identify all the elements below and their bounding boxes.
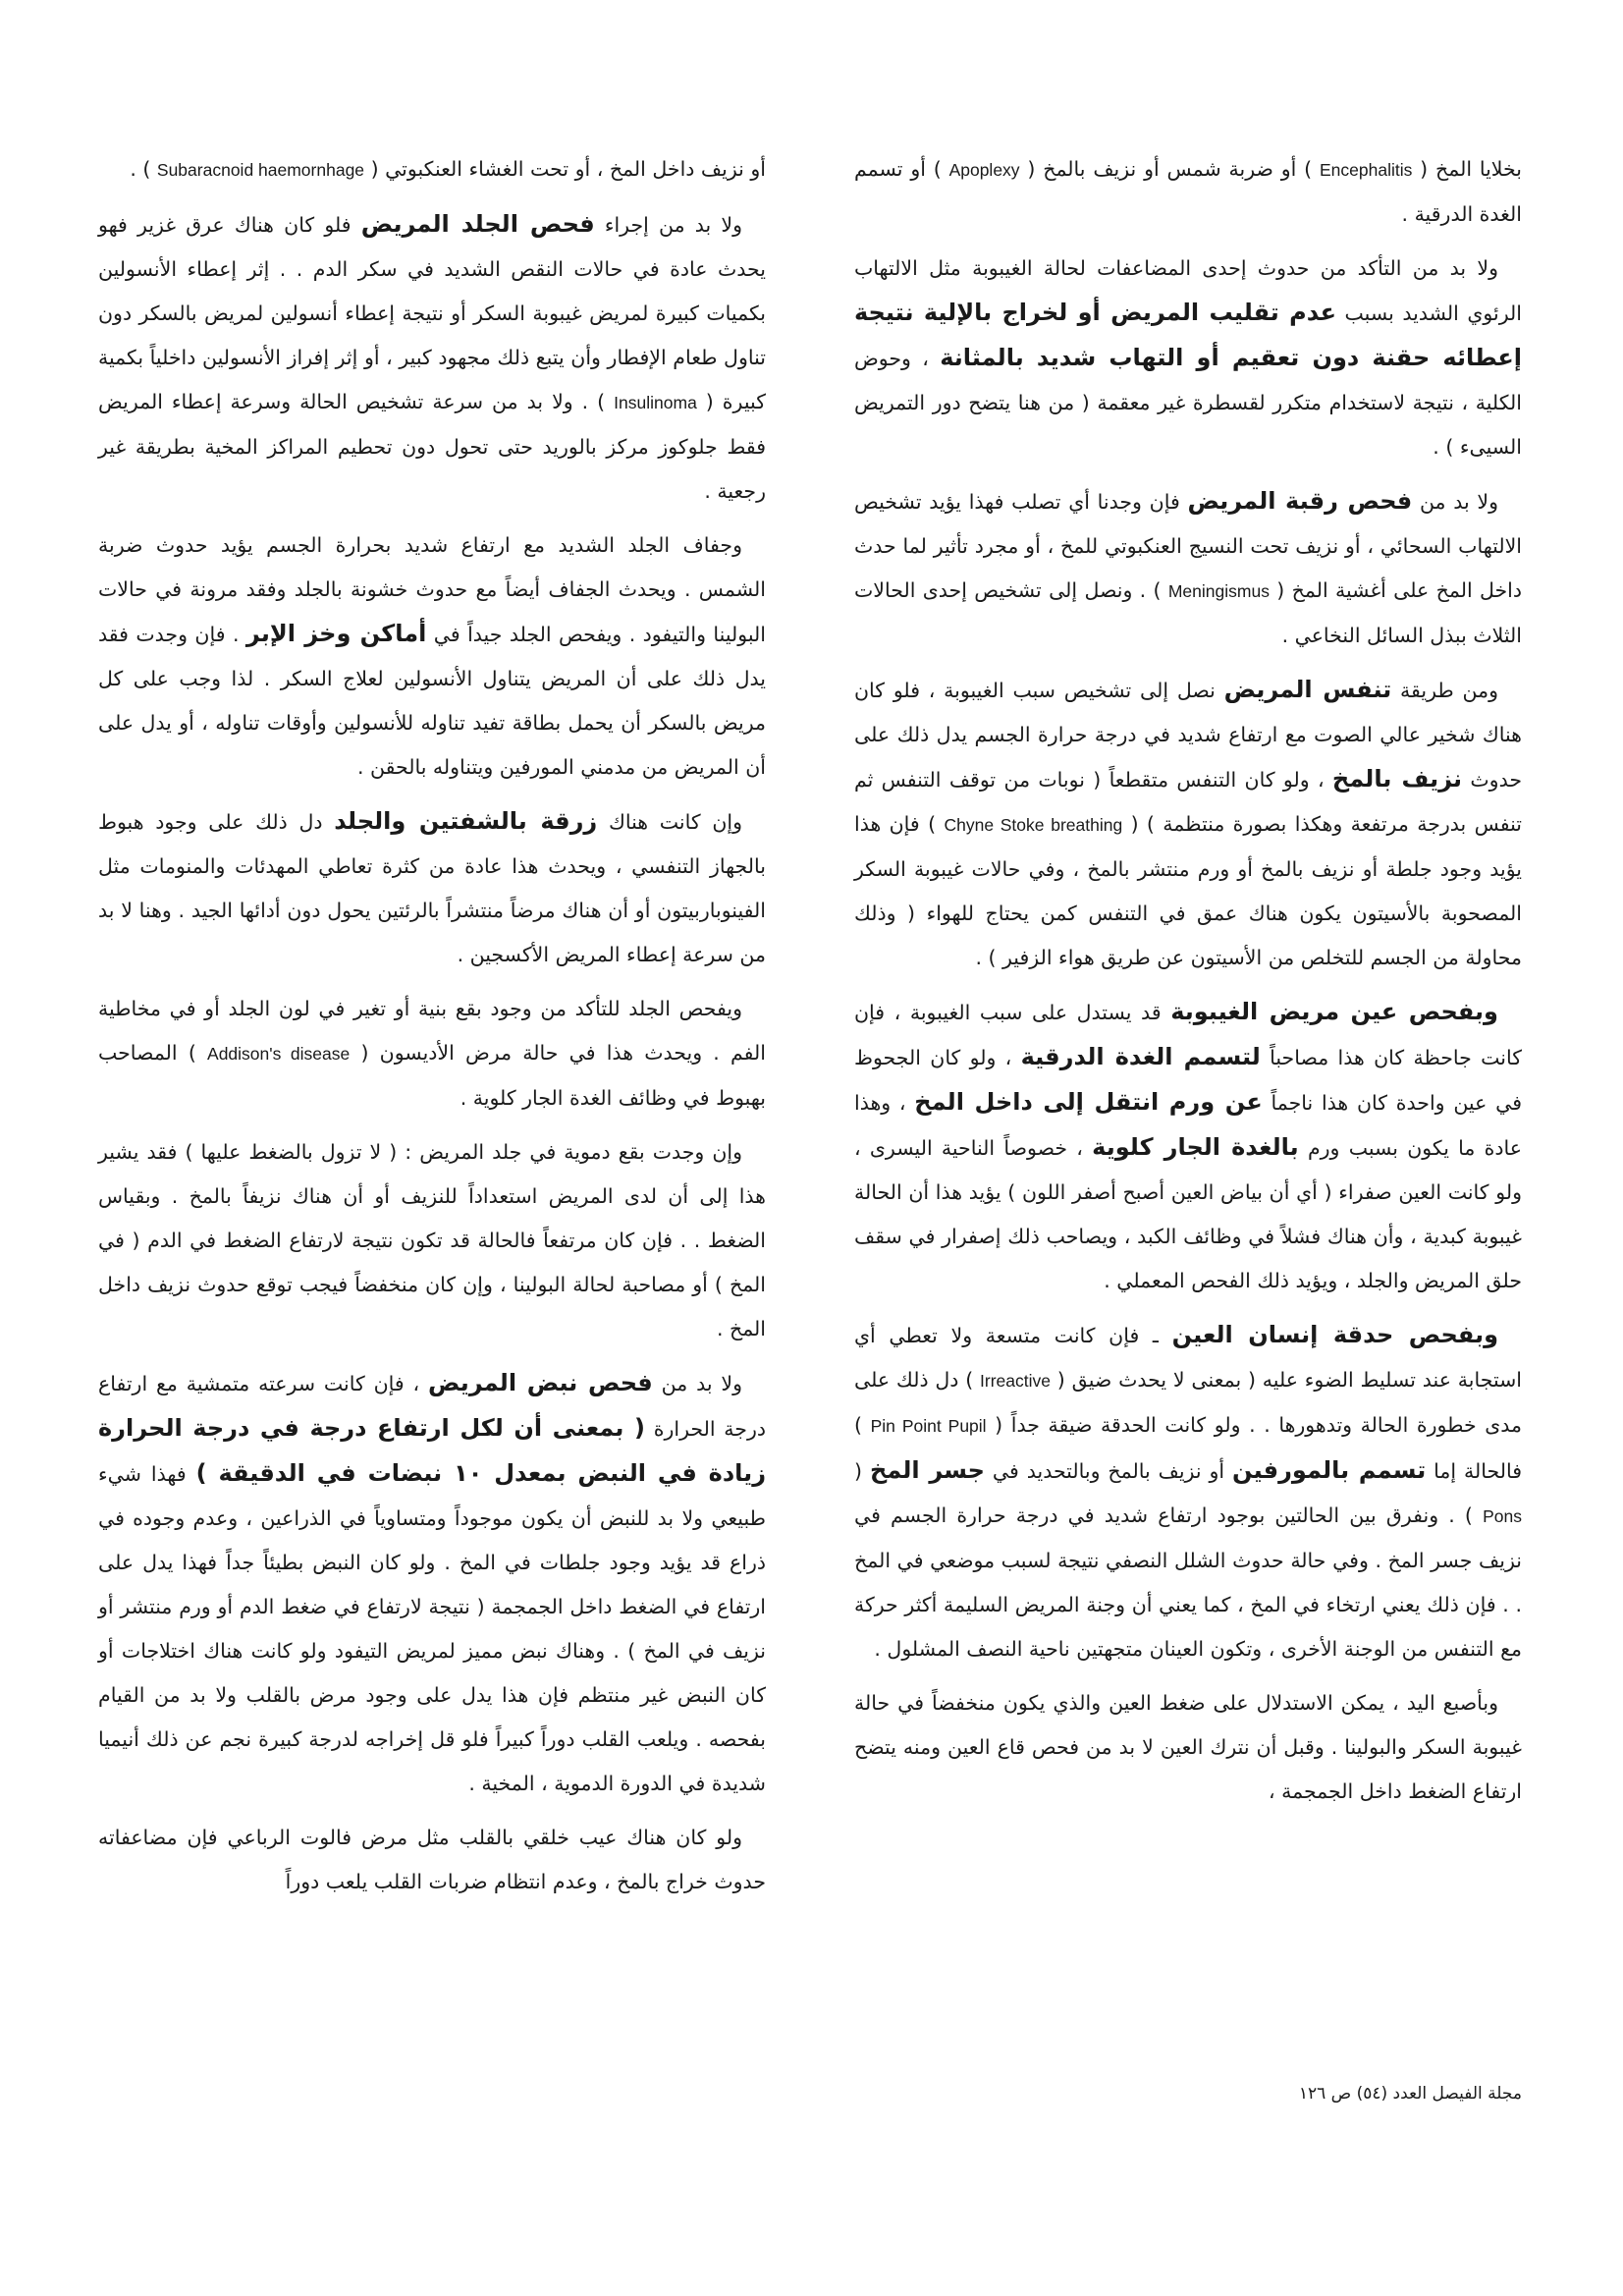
paragraph-r4: [854, 668, 1522, 980]
bold-phrase: بالغدة الجار كلوية: [1092, 1133, 1299, 1161]
text-run: ، وهذا عادة ما يكون بسبب ورم: [854, 1091, 1522, 1160]
bold-phrase: تسمم بالمورفين: [1232, 1456, 1427, 1484]
paragraph-l4: [98, 799, 766, 977]
text-run: ويفحص الجلد للتأكد من وجود بقع بنية أو تغير في لون الجلد أو في مخاطية الفم . ويحدث هذا في حالة مرض الأديسون (: [98, 997, 766, 1065]
left-column: [98, 147, 766, 1914]
paragraph-r5: [854, 990, 1522, 1303]
text-run: ، خصوصاً الناحية اليسرى ، ولو كانت العين صفراء ( أي أن بياض العين أصبح أصفر اللون ) يؤيد هذا أن الحالة غيبوبة كبدية ، وأن هناك فشلاً في وظائف الكبد ، ويصاحب ذلك إصفرار في سقف حلق المريض والجلد ، ويؤيد ذلك الفحص المعملي .: [854, 1136, 1522, 1292]
latin-term: Addison's disease: [207, 1044, 351, 1064]
text-run: ) أو تسمم الغدة الدرقية .: [854, 157, 1522, 226]
latin-term: Pin Point Pupil: [870, 1416, 987, 1436]
text-run: ) . ونفرق بين الحالتين بوجود ارتفاع شديد في درجة حرارة الجسم في نزيف جسر المخ . وفي حالة حدوث الشلل النصفي نتيجة لسبب موضعي في المخ . . فإن ذلك يعني ارتخاء في المخ ، كما يعني أن وجنة المريض السليمة أكثر حركة مع التنفس من الوجنة الأخرى ، وتكون العينان متجهتين ناحية النصف المشلول .: [854, 1503, 1522, 1661]
text-run: وإن وجدت بقع دموية في جلد المريض : ( لا تزول بالضغط عليها ) فقد يشير هذا إلى أن لدى المريض استعداداً للنزيف أو أن هناك نزيفاً بالمخ . وبقياس الضغط . . فإن كان مرتفعاً فالحالة قد تكون نتيجة لارتفاع الضغط في الدم ( في المخ ) أو مصاحبة لحالة البولينا ، وإن كان منخفضاً فيجب توقع حدوث نزيف داخل المخ .: [98, 1140, 766, 1340]
bold-phrase: لتسمم الغدة الدرقية: [1020, 1043, 1261, 1070]
text-run: ولو كان هناك عيب خلقي بالقلب مثل مرض فالوت الرباعي فإن مضاعفاته حدوث خراج بالمخ ، وعدم انتظام ضربات القلب يلعب دوراً: [98, 1826, 766, 1893]
text-run: ) . ولا بد من سرعة تشخيص الحالة وسرعة إعطاء المريض فقط جلوكوز مركز بالوريد حتى تحول دون تحطيم المراكز المخية بطريقة غير رجعية .: [98, 390, 766, 503]
text-run: ولا بد من التأكد من حدوث إحدى المضاعفات لحالة الغيبوبة مثل الالتهاب الرئوي الشديد بسبب: [854, 256, 1522, 325]
text-run: وجفاف الجلد الشديد مع ارتفاع شديد بحرارة الجسم يؤيد حدوث ضربة الشمس . ويحدث الجفاف أيضاً مع حدوث خشونة بالجلد وفقد مرونة في حالات البولينا والتيفود . ويفحص الجلد جيداً في: [98, 533, 767, 646]
paragraph-r6: [854, 1313, 1522, 1671]
paragraph-l5: [98, 987, 766, 1121]
latin-term: Encephalitis: [1319, 160, 1413, 180]
text-run: وإن كانت هناك: [597, 810, 742, 834]
bold-phrase: عدم تقليب المريض أو لخراج بالإلية نتيجة إعطائه حقنة دون تعقيم أو التهاب شديد بالمثانة: [854, 299, 1522, 371]
paragraph-l2: [98, 202, 766, 514]
latin-term: Apoplexy: [948, 160, 1020, 180]
text-run: ، ولو كان الجحوظ في عين واحدة كان هذا ناجماً: [854, 1046, 1522, 1115]
text-run: فإن وجدنا أي تصلب فهذا يؤيد تشخيص الالتهاب السحائي ، أو نزيف تحت النسيج العنكبوتي للمخ ، أو مجرد تأثير لما حدث داخل المخ على أغشية المخ (: [854, 490, 1522, 602]
text-run: ولا بد من إجراء: [594, 213, 742, 237]
bold-phrase: وبفحص عين مريض الغيبوبة: [1170, 998, 1498, 1025]
latin-term: Insulinoma: [614, 393, 697, 412]
text-run: ) فالحالة إما: [854, 1413, 1523, 1483]
text-run: أو نزيف بالمخ وبالتحديد في: [984, 1459, 1232, 1483]
latin-term: Subaracnoid haemornhage: [156, 160, 365, 180]
paragraph-r3: [854, 479, 1522, 658]
text-run: بخلايا المخ (: [1412, 157, 1522, 181]
bold-phrase: نزيف بالمخ: [1331, 765, 1463, 793]
text-run: ) فإن هذا يؤيد وجود جلطة أو نزيف بالمخ أو ورم منتشر بالمخ ، وفي حالات غيبوبة السكر المصحوبة بالأسيتون يكون هناك عمق في التنفس كمن يحتاج للهواء ( وذلك محاولة من الجسم للتخلص من الأسيتون عن طريق هواء الزفير ) .: [854, 812, 1522, 969]
text-run: ) المصاحب بهبوط في وظائف الغدة الجار كلوية .: [98, 1041, 766, 1110]
text-run: ، وحوض الكلية ، نتيجة لاستخدام متكرر لقسطرة غير معقمة ( من هنا يتضح دور التمريض السيىء ) .: [854, 347, 1522, 459]
paragraph-l6: [98, 1130, 766, 1351]
text-run: ، ولو كان التنفس متقطعاً ( نوبات من توقف التنفس ثم تنفس بدرجة مرتفعة وهكذا بصورة منتظمة ) (: [854, 768, 1522, 836]
text-run: ـ فإن كانت متسعة ولا تعطي أي استجابة عند تسليط الضوء عليه ( بمعنى لا يحدث ضيق (: [854, 1324, 1522, 1392]
paragraph-l7: [98, 1361, 766, 1806]
latin-term: Irreactive: [980, 1371, 1051, 1391]
text-run: فلو كان هناك عرق غزير فهو يحدث عادة في حالات النقص الشديد في سكر الدم . . إثر إعطاء الأنسولين بكميات كبيرة لمريض غيبوبة السكر أو نتيجة إعطاء أنسولين لمريض بالسكر دون تناول طعام الإفطار وأن يتبع ذلك مجهود كبير ، أو إثر إفراز الأنسولين داخلياً بكمية كبيرة (: [98, 213, 766, 413]
page-footer: مجلة الفيصل العدد (٥٤) ص ١٢٦: [1298, 2084, 1522, 2104]
bold-phrase: فحص رقبة المريض: [1187, 487, 1413, 515]
bold-phrase: وبفحص حدقة إنسان العين: [1171, 1321, 1498, 1348]
bold-phrase: عن ورم انتقل إلى داخل المخ: [914, 1088, 1263, 1116]
text-run: ولا بد من: [652, 1372, 743, 1395]
bold-phrase: تنفس المريض: [1223, 676, 1392, 703]
text-run: . فإن وجدت فقد يدل ذلك على أن المريض يتناول الأنسولين لعلاج السكر . لذا وجب على كل مريض بالسكر أن يحمل بطاقة تفيد تناوله للأنسولين وأوقات تناوله ، أو يدل على أن المريض من مدمني المورفين ويتناوله بالحقن .: [98, 623, 766, 779]
text-run: وبأصبع اليد ، يمكن الاستدلال على ضغط العين والذي يكون منخفضاً في حالة غيبوبة السكر والبولينا . وقبل أن نترك العين لا بد من فحص قاع العين ومنه يتضح ارتفاع الضغط داخل الجمجمة ،: [854, 1691, 1522, 1803]
paragraph-l1: [98, 147, 766, 192]
text-run: فهذا شيء طبيعي ولا بد للنبض أن يكون موجوداً ومتساوياً في الذراعين ، وعدم وجوده في ذراع قد يؤيد وجود جلطات في المخ . ولو كان النبض بطيئاً جداً فهذا يدل على ارتفاع في الضغط داخل الجمجمة ( نتيجة لارتفاع في ضغط الدم أو ورم منتشر أو نزيف في المخ ) . وهناك نبض مميز لمريض التيفود ولو كانت هناك اختلاجات أو كان النبض غير منتظم فإن هذا يدل على وجود مرض بالقلب ولا بد من القيام بفحصه . ويلعب القلب دوراً كبيراً فلو قل إخراجه لدرجة كبيرة نجم عن ذلك أنيميا شديدة في الدورة الدموية ، المخية .: [98, 1462, 766, 1795]
paragraph-r7: [854, 1681, 1522, 1814]
text-run: ) .: [130, 157, 157, 181]
text-run: ومن طريقة: [1391, 679, 1498, 702]
right-column: [854, 147, 1522, 1824]
paragraph-r2: [854, 246, 1522, 469]
bold-phrase: جسر المخ: [869, 1456, 985, 1484]
latin-term: Pons: [1483, 1506, 1522, 1526]
text-run: ) دل ذلك على مدى خطورة الحالة وتدهورها . . ولو كانت الحدقة ضيقة جداً (: [854, 1368, 1523, 1437]
bold-phrase: فحص نبض المريض: [428, 1369, 653, 1396]
text-run: ولا بد من: [1412, 490, 1499, 514]
text-run: ، فإن كانت سرعته متمشية مع ارتفاع درجة الحرارة: [98, 1372, 767, 1441]
paragraph-l8: [98, 1816, 766, 1904]
paragraph-r1: [854, 147, 1522, 237]
text-run: قد يستدل على سبب الغيبوبة ، فإن كانت جاحظة كان هذا مصاحباً: [854, 1001, 1522, 1069]
text-run: ) . ونصل إلى تشخيص إحدى الحالات الثلاث ببذل السائل النخاعي .: [854, 578, 1522, 647]
paragraph-l3: [98, 523, 766, 790]
bold-phrase: أماكن وخز الإبر: [245, 620, 427, 647]
text-run: دل ذلك على وجود هبوط بالجهاز التنفسي ، ويحدث هذا عادة من كثرة تعاطي المهدئات والمنومات مثل الفينوباربيتون أو أن هناك مرضاً منتشراً بالرئتين يحول دون أدائها الجيد . وهنا لا بد من سرعة إعطاء المريض الأكسجين .: [98, 810, 766, 966]
text-run: ) أو ضربة شمس أو نزيف بالمخ (: [1019, 157, 1320, 181]
text-run: نصل إلى تشخيص سبب الغيبوبة ، فلو كان هناك شخير عالي الصوت مع ارتفاع شديد في درجة حرارة الجسم يدل ذلك على حدوث: [854, 679, 1523, 792]
bold-phrase: زرقة بالشفتين والجلد: [334, 807, 598, 835]
text-run: أو نزيف داخل المخ ، أو تحت الغشاء العنكبوتي (: [364, 157, 766, 181]
latin-term: Meningismus: [1167, 581, 1270, 601]
bold-phrase: ( بمعنى أن لكل ارتفاع درجة في درجة الحرارة زيادة في النبض بمعدل ١٠ نبضات في الدقيقة ): [98, 1414, 767, 1487]
text-run: (: [854, 1459, 870, 1483]
bold-phrase: فحص الجلد المريض: [360, 210, 595, 238]
latin-term: Chyne Stoke breathing: [944, 815, 1123, 835]
